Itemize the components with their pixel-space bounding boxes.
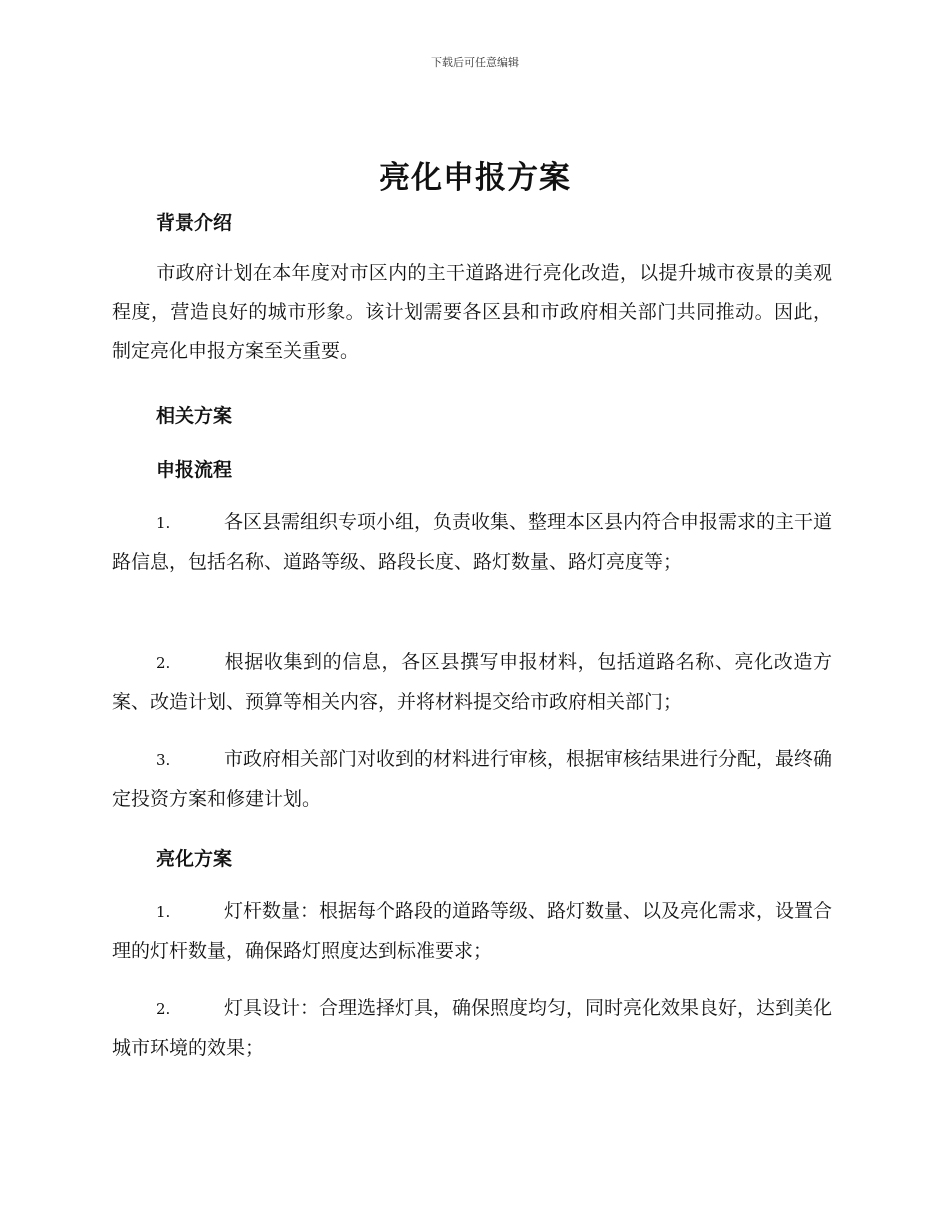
- background-text: 市政府计划在本年度对市区内的主干道路进行亮化改造，以提升城市夜景的美观程度，营造良好的城市形象。该计划需要各区县和市政府相关部门共同推动。因此，制定亮化申报方案至关重要。: [112, 262, 832, 362]
- list-number: 1.: [156, 514, 171, 532]
- lighting-item-1: [112, 892, 832, 971]
- document-title: 亮化申报方案: [379, 160, 571, 196]
- list-number: 1.: [156, 903, 171, 921]
- section-heading-lighting: 亮化方案: [156, 848, 233, 870]
- section-heading-background: 背景介绍: [156, 212, 233, 234]
- page-header-note: 下载后可任意编辑: [431, 56, 519, 69]
- list-item-text: 各区县需组织专项小组，负责收集、整理本区县内符合申报需求的主干道路信息，包括名称、道路等级、路段长度、路灯数量、路灯亮度等；: [112, 511, 833, 573]
- list-item-text: 灯具设计：合理选择灯具，确保照度均匀，同时亮化效果良好，达到美化城市环境的效果；: [112, 997, 833, 1059]
- lighting-item-2: [112, 989, 832, 1068]
- list-number: 2.: [156, 654, 171, 672]
- section-heading-related: 相关方案: [156, 405, 233, 427]
- section-heading-process: 申报流程: [156, 459, 233, 481]
- process-item-3: [112, 740, 832, 819]
- list-item-text: 灯杆数量：根据每个路段的道路等级、路灯数量、以及亮化需求，设置合理的灯杆数量，确保路灯照度达到标准要求；: [112, 900, 833, 962]
- list-number: 3.: [156, 751, 171, 769]
- list-item-text: 根据收集到的信息，各区县撰写申报材料，包括道路名称、亮化改造方案、改造计划、预算等相关内容，并将材料提交给市政府相关部门；: [112, 651, 832, 713]
- background-paragraph: [112, 254, 832, 371]
- process-item-1: [112, 503, 832, 582]
- process-item-2: [112, 643, 832, 722]
- list-number: 2.: [156, 1000, 171, 1018]
- list-item-text: 市政府相关部门对收到的材料进行审核，根据审核结果进行分配，最终确定投资方案和修建计划。: [112, 748, 833, 810]
